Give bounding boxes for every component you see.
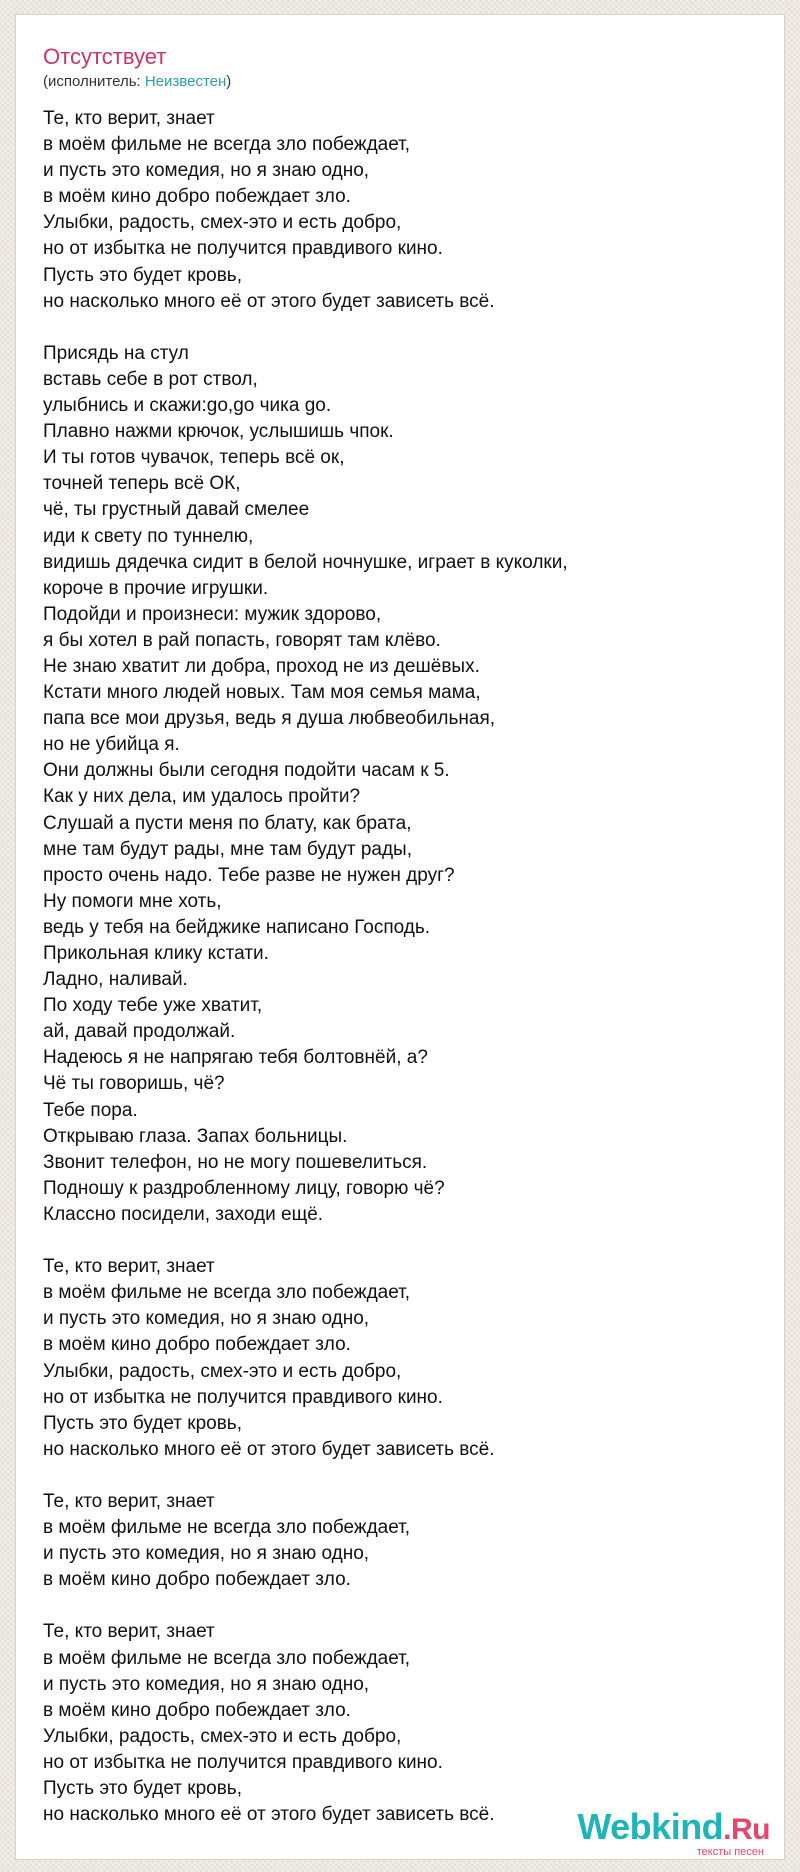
lyric-line: Подойди и произнеси: мужик здорово,	[43, 603, 382, 625]
lyric-line: И ты готов чувачок, теперь всё ок,	[43, 447, 345, 469]
lyric-line: Прикольная клику кстати.	[43, 943, 269, 964]
lyric-line: но насколько много её от этого будет зависеть всё.	[43, 1804, 495, 1826]
lyric-line: Те, кто верит, знает	[43, 1490, 215, 1512]
lyric-line: Подношу к раздробленному лицу, говорю чё?	[43, 1177, 445, 1199]
lyric-line: мне там будут рады, мне там будут рады,	[43, 838, 412, 860]
lyric-line: Как у них дела, им удалось пройти?	[43, 786, 361, 808]
lyric-line: и пусть это комедия, но я знаю одно,	[43, 160, 370, 182]
lyric-line: но от избытка не получится правдивого кино.	[43, 1751, 443, 1773]
lyric-line: Улыбки, радость, смех-это и есть добро,	[43, 1360, 402, 1382]
lyric-line: улыбнись и скажи:go,go чика go.	[43, 395, 332, 417]
lyric-line: но от избытка не получится правдивого кино.	[43, 238, 443, 260]
lyric-line: Ладно, наливай.	[43, 969, 188, 991]
lyric-line: вставь себе в рот ствол,	[43, 368, 258, 390]
lyric-line: ай, давай продолжай.	[43, 1021, 236, 1043]
lyric-line: Надеюсь я не напрягаю тебя болтовнёй, а?	[43, 1047, 428, 1069]
lyric-line: Они должны были сегодня подойти часам к 5.	[43, 760, 450, 782]
artist-suffix: )	[226, 73, 232, 90]
stanza-gap	[43, 1463, 743, 1489]
lyric-line: Кстати много людей новых. Там моя семья мама,	[43, 682, 481, 704]
logo-tld: .Ru	[723, 1813, 770, 1846]
lyric-line: я бы хотел в рай попасть, говорят там клёво.	[43, 629, 441, 651]
lyric-line: в моём кино добро побеждает зло.	[43, 1699, 351, 1721]
lyric-line: Улыбки, радость, смех-это и есть добро,	[43, 212, 402, 234]
lyric-line: Пусть это будет кровь,	[43, 1778, 242, 1799]
lyric-line: видишь дядечка сидит в белой ночнушке, играет в куколки,	[43, 551, 568, 573]
lyric-line: По ходу тебе уже хватит,	[43, 995, 263, 1017]
logo-wordmark	[577, 1806, 770, 1848]
lyric-line: Слушай а пусти меня по блату, как брата,	[43, 812, 412, 834]
lyric-line: но насколько много её от этого будет зависеть всё.	[43, 290, 495, 312]
stanza-gap	[43, 1593, 743, 1619]
lyric-line: чё, ты грустный давай смелее	[43, 499, 310, 521]
lyric-line: Ну помоги мне хоть,	[43, 890, 222, 912]
artist-line	[43, 73, 231, 91]
lyric-line: Не знаю хватит ли добра, проход не из дешёвых.	[43, 655, 480, 677]
lyric-line: ведь у тебя на бейджике написано Господь.	[43, 916, 431, 938]
lyric-line: но от избытка не получится правдивого кино.	[43, 1386, 443, 1408]
lyric-line: просто очень надо. Тебе разве не нужен друг?	[43, 864, 455, 886]
lyric-line: Классно посидели, заходи ещё.	[43, 1203, 324, 1225]
stanza-gap	[43, 315, 743, 341]
lyric-line: точней теперь всё ОК,	[43, 473, 241, 495]
lyric-line: Те, кто верит, знает	[43, 1256, 215, 1278]
lyrics-text	[43, 106, 743, 1828]
artist-prefix: (исполнитель:	[43, 73, 145, 90]
lyric-line: Пусть это будет кровь,	[43, 264, 242, 286]
lyric-line: иди к свету по туннелю,	[43, 525, 254, 547]
lyric-line: в моём фильме не всегда зло побеждает,	[43, 1282, 411, 1304]
logo-name: Webkind	[577, 1806, 724, 1847]
lyric-line: в моём кино добро побеждает зло.	[43, 1334, 351, 1356]
lyric-line: Улыбки, радость, смех-это и есть добро,	[43, 1725, 402, 1747]
song-title: Отсутствует	[43, 44, 167, 69]
lyric-line: папа все мои друзья, ведь я душа любвеобильная,	[43, 708, 496, 730]
lyric-line: Те, кто верит, знает	[43, 108, 215, 129]
lyric-line: и пусть это комедия, но я знаю одно,	[43, 1543, 370, 1565]
artist-link[interactable]: Неизвестен	[144, 73, 227, 90]
lyric-line: Пусть это будет кровь,	[43, 1412, 242, 1434]
lyric-line: но насколько много её от этого будет зависеть всё.	[43, 1438, 495, 1460]
lyric-line: Открываю глаза. Запах больницы.	[43, 1125, 348, 1147]
lyric-line: в моём фильме не всегда зло побеждает,	[43, 1647, 411, 1669]
lyric-line: в моём фильме не всегда зло побеждает,	[43, 134, 411, 156]
lyric-line: короче в прочие игрушки.	[43, 577, 269, 599]
stanza-gap	[43, 1228, 743, 1254]
lyric-line: Тебе пора.	[43, 1099, 138, 1121]
lyric-line: Те, кто верит, знает	[43, 1621, 215, 1643]
lyric-line: Чё ты говоришь, чё?	[43, 1073, 225, 1095]
lyric-line: Плавно нажми крючок, услышишь чпок.	[43, 421, 394, 443]
lyric-line: но не убийца я.	[43, 734, 180, 756]
lyric-line: Звонит телефон, но не могу пошевелиться.	[43, 1151, 428, 1173]
lyric-line: и пусть это комедия, но я знаю одно,	[43, 1673, 370, 1695]
lyric-line: в моём кино добро побеждает зло.	[43, 186, 351, 208]
lyric-line: в моём фильме не всегда зло побеждает,	[43, 1517, 411, 1539]
site-logo[interactable]	[577, 1806, 770, 1858]
lyric-line: в моём кино добро побеждает зло.	[43, 1569, 351, 1591]
lyric-line: и пусть это комедия, но я знаю одно,	[43, 1308, 370, 1330]
logo-tagline: тексты песен	[696, 1846, 764, 1858]
lyric-line: Присядь на стул	[43, 342, 189, 364]
